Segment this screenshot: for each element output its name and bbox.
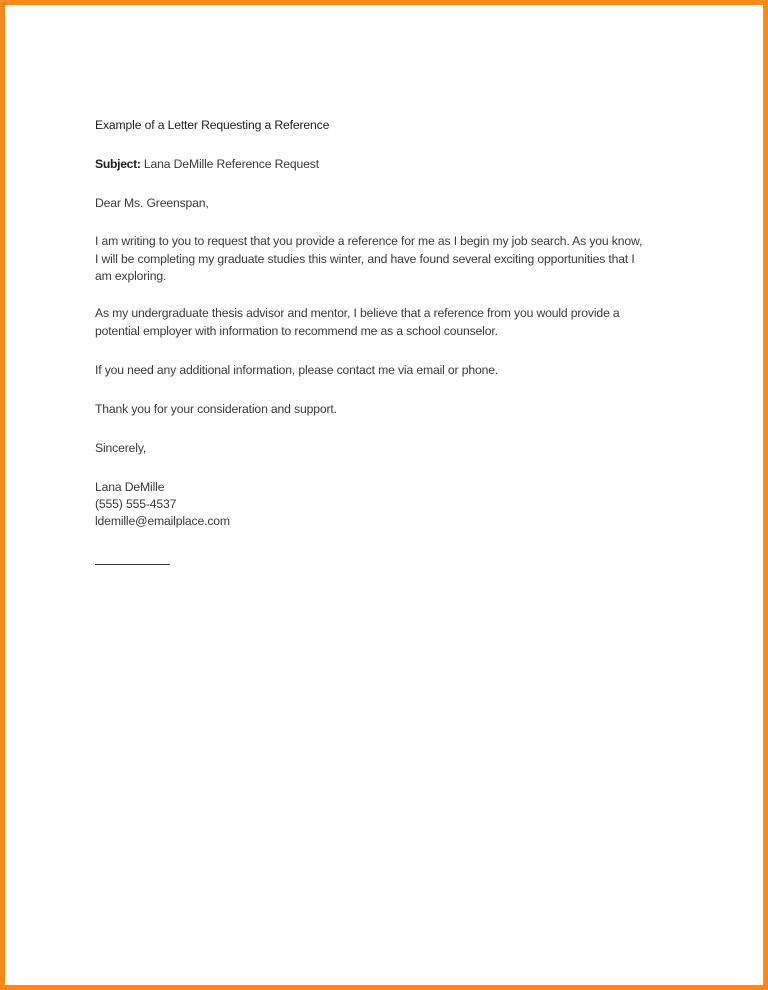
paragraph-line: As my undergraduate thesis advisor and mentor, I believe that a reference from you would provide a [95,306,620,320]
signature-name: Lana DeMille [95,480,165,494]
paragraph-1 [95,233,675,286]
paragraph-line: am exploring. [95,269,167,283]
document-title: Example of a Letter Requesting a Reference [95,118,330,132]
subject-value: Lana DeMille Reference Request [140,157,319,171]
signature-phone: (555) 555-4537 [95,497,177,511]
paragraph-line: If you need any additional information, please contact me via email or phone. [95,363,499,377]
paragraph-line: I am writing to you to request that you provide a reference for me as I begin my job search. As you know, [95,234,643,248]
paragraph-4 [95,401,675,419]
salutation: Dear Ms. Greenspan, [95,196,209,210]
paragraph-line: Thank you for your consideration and support. [95,402,337,416]
paragraph-3 [95,362,675,380]
subject-line [95,156,319,173]
paragraph-line: potential employer with information to recommend me as a school counselor. [95,323,498,338]
paragraph-line: I will be completing my graduate studies this winter, and have found several exciting opportunities that I [95,251,635,266]
signature-email: ldemille@emailplace.com [95,514,230,528]
subject-label: Subject: [95,157,141,171]
signature-rule [95,564,170,565]
paragraph-2 [95,305,675,340]
closing: Sincerely, [95,441,147,455]
